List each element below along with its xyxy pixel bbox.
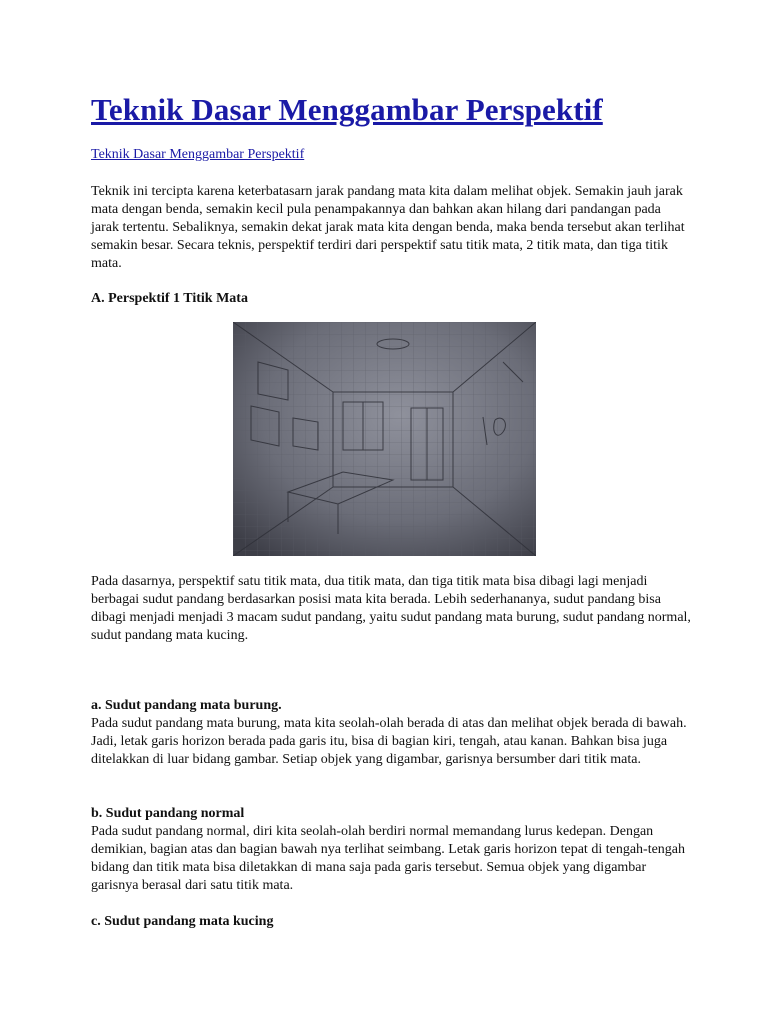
sub-b-paragraph: Pada sudut pandang normal, diri kita seolah-olah berdiri normal memandang lurus kedepan. Dengan demikian, bagian atas dan bagian bawah nya terlihat seimbang. Letak garis horizon tepat di tengah-tengah bidang dan titik mata bisa diletakkan di mana saja pada garis tersebut. Semua objek yang digambar garisnya berasal dari satu titik mata.	[91, 824, 686, 893]
sub-c-heading: c. Sudut pandang mata kucing	[91, 914, 274, 929]
intro-paragraph: Teknik ini tercipta karena keterbatasarn jarak pandang mata kita dalam melihat objek. Semakin jauh jarak mata dengan benda, semakin kecil pula penampakannya dan bahkan akan hilang dari pandangan pada jarak tertentu. Sebaliknya, semakin dekat jarak mata kita dengan benda, maka benda tersebut akan terlihat semakin besar. Secara teknis, perspektif terdiri dari perspektif satu titik mata, 2 titik mata, dan tiga titik mata.	[91, 184, 685, 271]
subtitle-link[interactable]: Teknik Dasar Menggambar Perspektif	[91, 147, 305, 162]
viewpoints-paragraph: Pada dasarnya, perspektif satu titik mata, dua titik mata, dan tiga titik mata bisa dibagi lagi menjadi berbagai sudut pandang berdasarkan posisi mata kita berada. Lebih sederhananya, sudut pandang bisa dibagi menjadi menjadi 3 macam sudut pandang, yaitu sudut pandang mata burung, sudut pandang normal, sudut pandang mata kucing.	[91, 574, 691, 643]
section-a-heading: A. Perspektif 1 Titik Mata	[91, 291, 248, 306]
sub-a-paragraph: Pada sudut pandang mata burung, mata kita seolah-olah berada di atas dan melihat objek berada di bawah. Jadi, letak garis horizon berada pada garis itu, bisa di bagian kiri, tengah, atau kanan. Bahkan bisa juga ditelakkan di luar bidang gambar. Setiap objek yang digambar, garisnya bersumber dari titik mata.	[91, 716, 687, 767]
sub-a-heading: a. Sudut pandang mata burung.	[91, 698, 282, 713]
sub-b-heading: b. Sudut pandang normal	[91, 806, 245, 821]
article-title-link[interactable]: Teknik Dasar Menggambar Perspektif	[91, 92, 603, 127]
pencil-sketch-icon	[233, 322, 536, 556]
perspective-sketch-image	[233, 322, 536, 556]
